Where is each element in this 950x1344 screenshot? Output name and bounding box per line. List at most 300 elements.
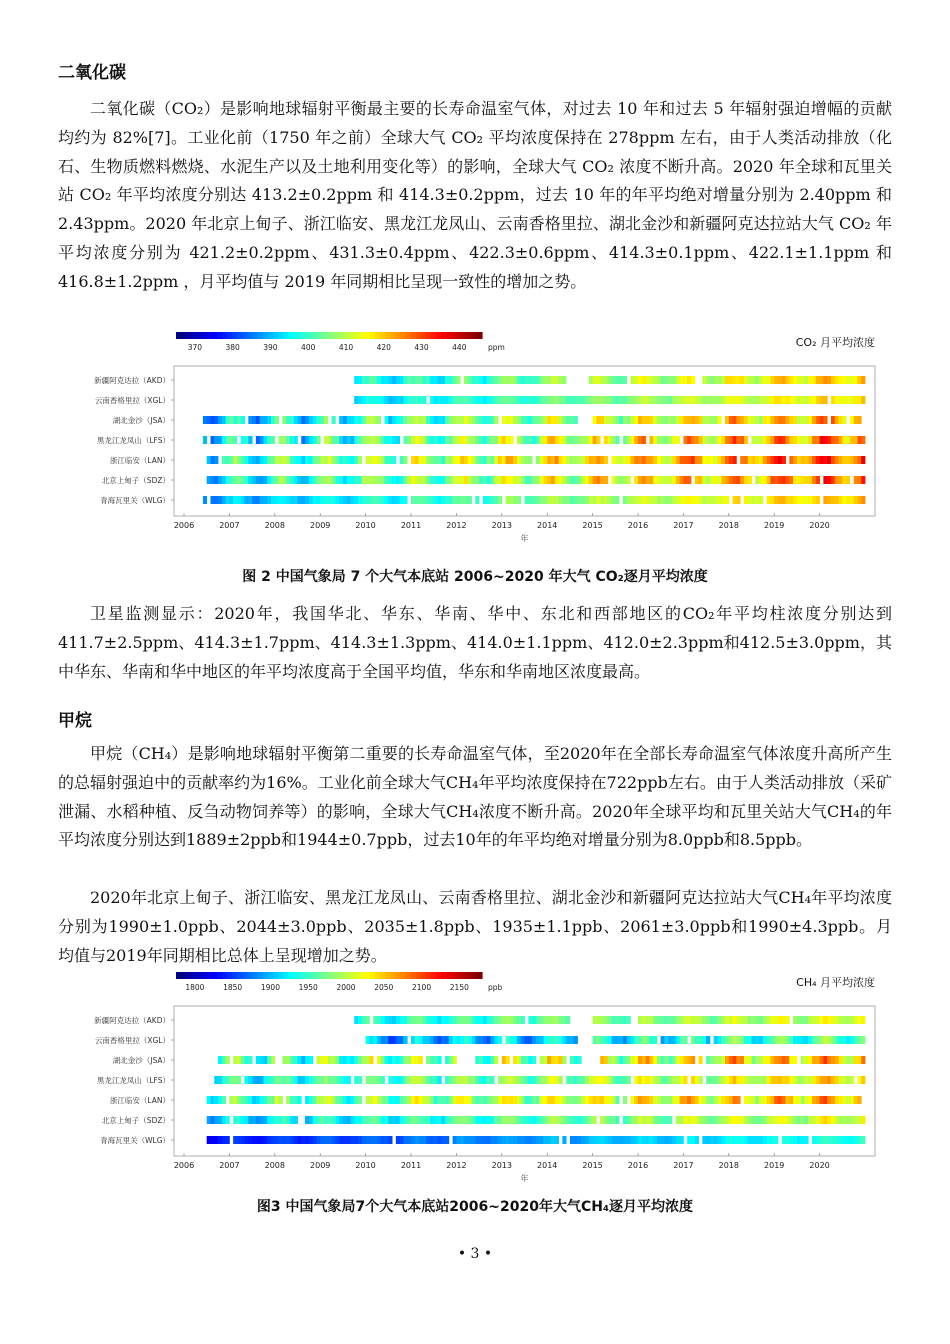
month-cell [589,1136,593,1144]
month-cell [377,1016,381,1024]
month-cell [388,1116,392,1124]
month-cell [763,376,767,384]
month-cell [812,476,816,484]
station-label: 青海瓦里关（WLG） [100,1136,170,1145]
month-cell [498,496,502,504]
colorbar-segment [462,972,468,979]
month-cell [543,456,547,464]
month-cell [237,476,241,484]
month-cell [740,436,744,444]
month-cell [740,476,744,484]
month-cell [479,376,483,384]
month-cell [385,456,389,464]
month-cell [502,416,506,424]
month-cell [668,496,672,504]
month-cell [313,1076,317,1084]
month-cell [706,1016,710,1024]
month-cell [842,1076,846,1084]
month-cell [812,1016,816,1024]
month-cell [525,416,529,424]
month-cell [646,1096,650,1104]
month-cell [619,1056,623,1064]
month-cell [260,1056,264,1064]
month-cell [846,476,850,484]
month-cell [475,396,479,404]
month-cell [691,1116,695,1124]
month-cell [699,1116,703,1124]
colorbar-segment [416,972,422,979]
month-cell [630,396,634,404]
month-cell [854,496,858,504]
month-cell [680,456,684,464]
month-cell [759,416,763,424]
month-cell [657,1076,661,1084]
month-cell [854,1036,858,1044]
month-cell [604,456,608,464]
month-cell [687,1016,691,1024]
x-tick-label: 2019 [764,1161,785,1170]
month-cell [842,1096,846,1104]
month-cell [354,1136,358,1144]
colorbar-segment [232,332,238,339]
month-cell [525,1076,529,1084]
month-cell [680,496,684,504]
month-cell [509,416,513,424]
month-cell [808,1056,812,1064]
month-cell [846,436,850,444]
month-cell [396,476,400,484]
month-cell [226,1116,230,1124]
month-cell [653,416,657,424]
month-cell [472,396,476,404]
month-cell [570,1036,574,1044]
month-cell [642,1096,646,1104]
month-cell [736,476,740,484]
month-cell [596,1036,600,1044]
month-cell [369,496,373,504]
month-cell [203,436,207,444]
month-cell [245,1076,249,1084]
month-cell [763,416,767,424]
month-cell [490,1056,494,1064]
month-cell [494,396,498,404]
month-cell [453,1056,457,1064]
month-cell [763,1116,767,1124]
month-cell [377,1036,381,1044]
month-cell [725,396,729,404]
x-tick-label: 2010 [355,521,376,530]
month-cell [237,416,241,424]
month-cell [309,436,313,444]
month-cell [294,476,298,484]
month-cell [437,1076,441,1084]
colorbar-segment [349,972,355,979]
month-cell [744,476,748,484]
month-cell [683,396,687,404]
month-cell [744,456,748,464]
month-cell [797,1016,801,1024]
month-cell [755,1096,759,1104]
month-cell [770,376,774,384]
month-cell [850,1056,854,1064]
month-cell [347,1136,351,1144]
month-cell [638,436,642,444]
month-cell [494,496,498,504]
month-cell [812,416,816,424]
month-cell [646,496,650,504]
month-cell [725,1056,729,1064]
month-cell [801,1016,805,1024]
month-cell [839,1096,843,1104]
colorbar-tick-label: 2150 [449,983,469,992]
month-cell [536,396,540,404]
month-cell [608,1036,612,1044]
month-cell [782,496,786,504]
month-cell [449,476,453,484]
month-cell [627,1036,631,1044]
month-cell [521,476,525,484]
month-cell [305,416,309,424]
month-cell [453,1016,457,1024]
month-cell [581,396,585,404]
month-cell [566,456,570,464]
month-cell [695,436,699,444]
month-cell [256,416,260,424]
month-cell [498,1116,502,1124]
month-cell [316,456,320,464]
month-cell [407,376,411,384]
month-cell [385,376,389,384]
month-cell [517,436,521,444]
month-cell [453,1096,457,1104]
month-cell [449,1116,453,1124]
month-cell [683,496,687,504]
month-cell [396,1096,400,1104]
x-tick-label: 2007 [219,521,240,530]
month-cell [687,1116,691,1124]
month-cell [653,1016,657,1024]
month-cell [260,476,264,484]
month-cell [214,1076,218,1084]
month-cell [513,396,517,404]
month-cell [453,1136,457,1144]
month-cell [812,456,816,464]
month-cell [339,1116,343,1124]
month-cell [218,416,222,424]
month-cell [509,496,513,504]
month-cell [854,456,858,464]
month-cell [801,376,805,384]
month-cell [298,1136,302,1144]
month-cell [506,1136,510,1144]
month-cell [721,1036,725,1044]
month-cell [490,436,494,444]
month-cell [793,476,797,484]
month-cell [305,496,309,504]
month-cell [555,1136,559,1144]
month-cell [835,1056,839,1064]
month-cell [752,1076,756,1084]
month-cell [778,476,782,484]
month-cell [339,436,343,444]
month-cell [536,416,540,424]
month-cell [740,396,744,404]
month-cell [680,1136,684,1144]
month-cell [400,396,404,404]
month-cell [472,376,476,384]
month-cell [502,436,506,444]
month-cell [612,1096,616,1104]
month-cell [551,1096,555,1104]
month-cell [691,396,695,404]
month-cell [487,496,491,504]
month-cell [437,416,441,424]
month-cell [313,496,317,504]
month-cell [483,416,487,424]
month-cell [400,1016,404,1024]
month-cell [593,1116,597,1124]
month-cell [676,416,680,424]
month-cell [479,396,483,404]
month-cell [419,436,423,444]
colorbar-segment [416,332,422,339]
month-cell [831,476,835,484]
month-cell [559,476,563,484]
month-cell [403,436,407,444]
month-cell [604,1016,608,1024]
month-cell [699,396,703,404]
month-cell [668,1096,672,1104]
month-cell [816,1056,820,1064]
month-cell [415,1076,419,1084]
month-cell [502,1096,506,1104]
month-cell [422,496,426,504]
month-cell [358,436,362,444]
month-cell [460,456,464,464]
month-cell [714,1036,718,1044]
month-cell [589,1076,593,1084]
month-cell [373,416,377,424]
month-cell [309,476,313,484]
month-cell [248,1056,252,1064]
month-cell [763,1136,767,1144]
month-cell [699,1056,703,1064]
month-cell [373,1036,377,1044]
month-cell [721,1136,725,1144]
month-cell [521,376,525,384]
month-cell [381,1016,385,1024]
month-cell [441,1036,445,1044]
month-cell [483,1056,487,1064]
month-cell [430,476,434,484]
month-cell [638,376,642,384]
month-cell [593,1036,597,1044]
month-cell [672,396,676,404]
month-cell [646,1116,650,1124]
month-cell [528,1096,532,1104]
month-cell [793,1076,797,1084]
month-cell [419,416,423,424]
month-cell [233,1076,237,1084]
month-cell [748,416,752,424]
month-cell [347,1056,351,1064]
month-cell [320,1116,324,1124]
month-cell [271,476,275,484]
month-cell [702,1016,706,1024]
month-cell [305,1096,309,1104]
month-cell [646,1036,650,1044]
month-cell [551,1076,555,1084]
month-cell [827,1016,831,1024]
colorbar-segment [385,332,391,339]
month-cell [241,456,245,464]
month-cell [600,1036,604,1044]
month-cell [630,436,634,444]
colorbar-segment [344,332,350,339]
month-cell [294,1076,298,1084]
month-cell [627,456,631,464]
chart-title: CH₄ 月平均浓度 [796,976,875,989]
month-cell [604,1096,608,1104]
month-cell [362,376,366,384]
month-cell [415,456,419,464]
month-cell [608,1096,612,1104]
month-cell [475,436,479,444]
colorbar-segment [324,332,330,339]
month-cell [547,376,551,384]
month-cell [823,456,827,464]
month-cell [846,1016,850,1024]
month-cell [479,1056,483,1064]
month-cell [695,1076,699,1084]
month-cell [600,1136,604,1144]
station-label: 北京上甸子（SDZ） [101,1116,170,1125]
month-cell [789,1116,793,1124]
month-cell [657,376,661,384]
month-cell [801,396,805,404]
month-cell [487,1096,491,1104]
month-cell [536,496,540,504]
month-cell [475,476,479,484]
month-cell [827,476,831,484]
month-cell [373,1116,377,1124]
month-cell [298,1056,302,1064]
month-cell [362,1056,366,1064]
month-cell [767,1056,771,1064]
colorbar-tick-label: 1800 [185,983,205,992]
month-cell [385,1096,389,1104]
month-cell [437,456,441,464]
month-cell [714,416,718,424]
month-cell [445,496,449,504]
month-cell [275,496,279,504]
month-cell [540,1056,544,1064]
station-row [354,1016,865,1024]
month-cell [604,376,608,384]
month-cell [664,476,668,484]
month-cell [702,456,706,464]
month-cell [559,1116,563,1124]
month-cell [839,416,843,424]
month-cell [498,476,502,484]
month-cell [267,1096,271,1104]
month-cell [422,1096,426,1104]
month-cell [332,476,336,484]
month-cell [464,1076,468,1084]
month-cell [793,396,797,404]
month-cell [267,496,271,504]
month-cell [513,376,517,384]
month-cell [835,376,839,384]
month-cell [850,1016,854,1024]
month-cell [513,1076,517,1084]
month-cell [430,1136,434,1144]
month-cell [604,1056,608,1064]
month-cell [627,496,631,504]
month-cell [789,496,793,504]
month-cell [335,436,339,444]
month-cell [218,496,222,504]
month-cell [634,1076,638,1084]
month-cell [362,1016,366,1024]
month-cell [271,1116,275,1124]
month-cell [218,1136,222,1144]
month-cell [347,416,351,424]
month-cell [275,476,279,484]
colorbar-segment [426,972,432,979]
month-cell [733,436,737,444]
month-cell [638,1116,642,1124]
month-cell [260,1136,264,1144]
month-cell [748,1096,752,1104]
month-cell [706,1056,710,1064]
month-cell [214,1116,218,1124]
month-cell [778,396,782,404]
month-cell [328,1076,332,1084]
colorbar-segment [339,972,345,979]
month-cell [748,476,752,484]
x-tick-label: 2013 [491,521,512,530]
month-cell [521,1036,525,1044]
month-cell [343,1056,347,1064]
month-cell [369,1056,373,1064]
month-cell [226,496,230,504]
month-cell [487,416,491,424]
month-cell [422,456,426,464]
month-cell [498,1036,502,1044]
month-cell [453,416,457,424]
month-cell [555,396,559,404]
month-cell [358,1076,362,1084]
month-cell [506,416,510,424]
month-cell [733,376,737,384]
month-cell [627,1136,631,1144]
month-cell [744,436,748,444]
month-cell [657,436,661,444]
colorbar-segment [457,972,463,979]
month-cell [453,476,457,484]
month-cell [487,456,491,464]
month-cell [366,1056,370,1064]
colorbar-segment [278,972,284,979]
station-row [203,496,865,504]
month-cell [672,1096,676,1104]
month-cell [808,396,812,404]
month-cell [827,456,831,464]
month-cell [559,496,563,504]
month-cell [366,396,370,404]
month-cell [483,1136,487,1144]
